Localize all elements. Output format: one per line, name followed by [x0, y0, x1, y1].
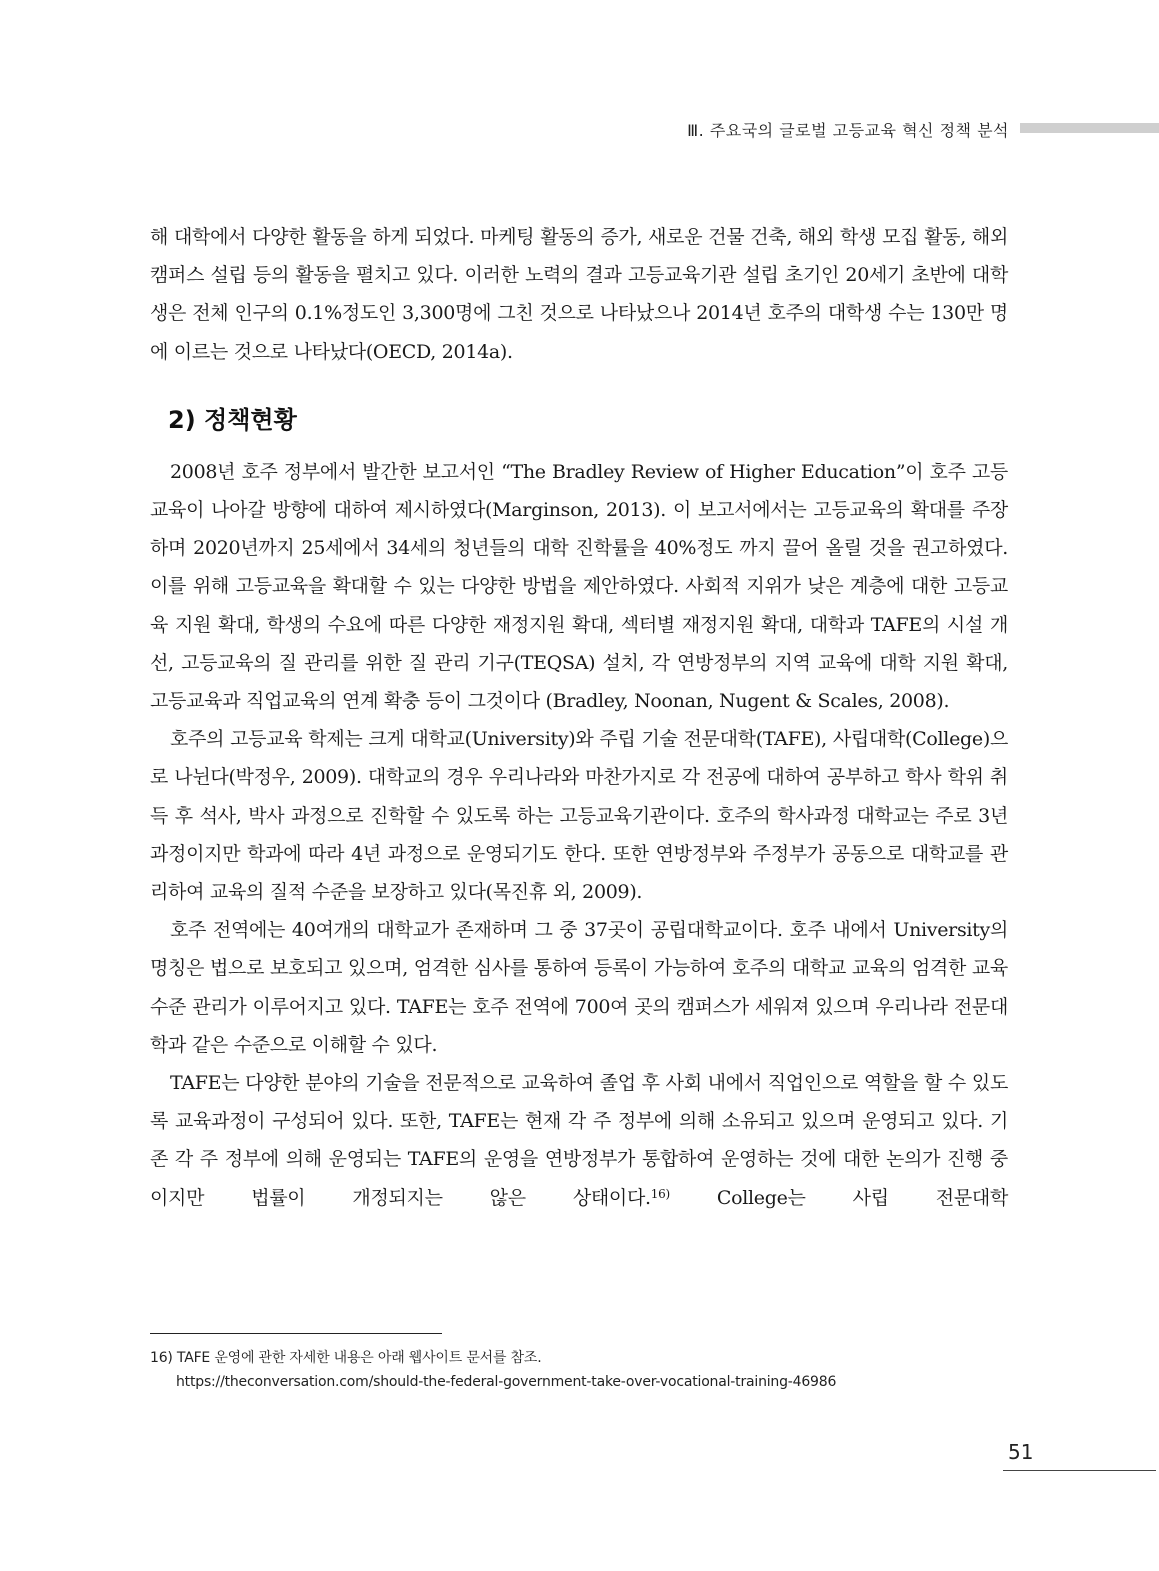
- running-header: Ⅲ. 주요국의 글로벌 고등교육 혁신 정책 분석: [687, 121, 1009, 140]
- paragraph-continued: 해 대학에서 다양한 활동을 하게 되었다. 마케팅 활동의 증가, 새로운 건물 건축, 해외 학생 모집 활동, 해외 캠퍼스 설립 등의 활동을 펼치고 있다. 이러한 노력의 결과 고등교육기관 설립 초기인 20세기 초반에 대학생은 전체 인구의 0.1%정도인 3,300명에 그친 것으로 나타났으나 2014년 호주의 대학생 수는 130만 명에 이르는 것으로 나타났다(OECD, 2014a).: [150, 226, 1008, 363]
- page-number-rule: [1003, 1470, 1156, 1471]
- section-heading: 2) 정책현황: [168, 405, 297, 434]
- footnote-url[interactable]: https://theconversation.com/should-the-federal-government-take-over-vocational-training-46986: [176, 1374, 837, 1390]
- header-decoration-bar: [1020, 123, 1159, 133]
- paragraph-4-text: TAFE는 다양한 분야의 기술을 전문적으로 교육하여 졸업 후 사회 내에서 직업인으로 역할을 할 수 있도록 교육과정이 구성되어 있다. 또한, TAFE는 현재 각 주 정부에 의해 소유되고 있으며 운영되고 있다. 기존 각 주 정부에 의해 운영되는 TAFE의 운영을 연방정부가 통합하여 운영하는 것에 대한 논의가 진행 중이지만 법률이 개정되지는 않은 상태이다.: [150, 1072, 1008, 1209]
- paragraph-3: 호주 전역에는 40여개의 대학교가 존재하며 그 중 37곳이 공립대학교이다. 호주 내에서 University의 명칭은 법으로 보호되고 있으며, 엄격한 심사를 통하여 등록이 가능하여 호주의 대학교 교육의 엄격한 교육수준 관리가 이루어지고 있다. TAFE는 호주 전역에 700여 곳의 캠퍼스가 세워져 있으며 우리나라 전문대학과 같은 수준으로 이해할 수 있다.: [150, 919, 1008, 1056]
- footnote-divider: [150, 1333, 442, 1334]
- paragraph-2: 호주의 고등교육 학제는 크게 대학교(University)와 주립 기술 전문대학(TAFE), 사립대학(College)으로 나뉜다(박정우, 2009). 대학교의 경우 우리나라와 마찬가지로 각 전공에 대하여 공부하고 학사 학위 취득 후 석사, 박사 과정으로 진학할 수 있도록 하는 고등교육기관이다. 호주의 학사과정 대학교는 주로 3년 과정이지만 학과에 따라 4년 과정으로 운영되기도 한다. 또한 연방정부와 주정부가 공동으로 대학교를 관리하여 교육의 질적 수준을 보장하고 있다(목진휴 외, 2009).: [150, 728, 1008, 904]
- body-text: [150, 218, 1008, 1217]
- paragraph-4: [150, 1064, 1008, 1217]
- footnote-text: 16) TAFE 운영에 관한 자세한 내용은 아래 웹사이트 문서를 참조.: [150, 1350, 542, 1366]
- paragraph-1: 2008년 호주 정부에서 발간한 보고서인 “The Bradley Review of Higher Education”이 호주 고등교육이 나아갈 방향에 대하여 제시하였다(Marginson, 2013). 이 보고서에서는 고등교육의 확대를 주장하며 2020년까지 25세에서 34세의 청년들의 대학 진학률을 40%정도 까지 끌어 올릴 것을 권고하였다. 이를 위해 고등교육을 확대할 수 있는 다양한 방법을 제안하였다. 사회적 지위가 낮은 계층에 대한 고등교육 지원 확대, 학생의 수요에 따른 다양한 재정지원 확대, 섹터별 재정지원 확대, 대학과 TAFE의 시설 개선, 고등교육의 질 관리를 위한 질 관리 기구(TEQSA) 설치, 각 연방정부의 지역 교육에 대학 지원 확대, 고등교육과 직업교육의 연계 확충 등이 그것이다 (Bradley, Noonan, Nugent & Scales, 2008).: [150, 460, 1008, 713]
- footnote: [150, 1346, 1050, 1394]
- paragraph-4-continuation: College는 사립 전문대학: [669, 1186, 1008, 1209]
- footnote-reference[interactable]: 16): [650, 1186, 670, 1201]
- page-number: 51: [1008, 1440, 1034, 1464]
